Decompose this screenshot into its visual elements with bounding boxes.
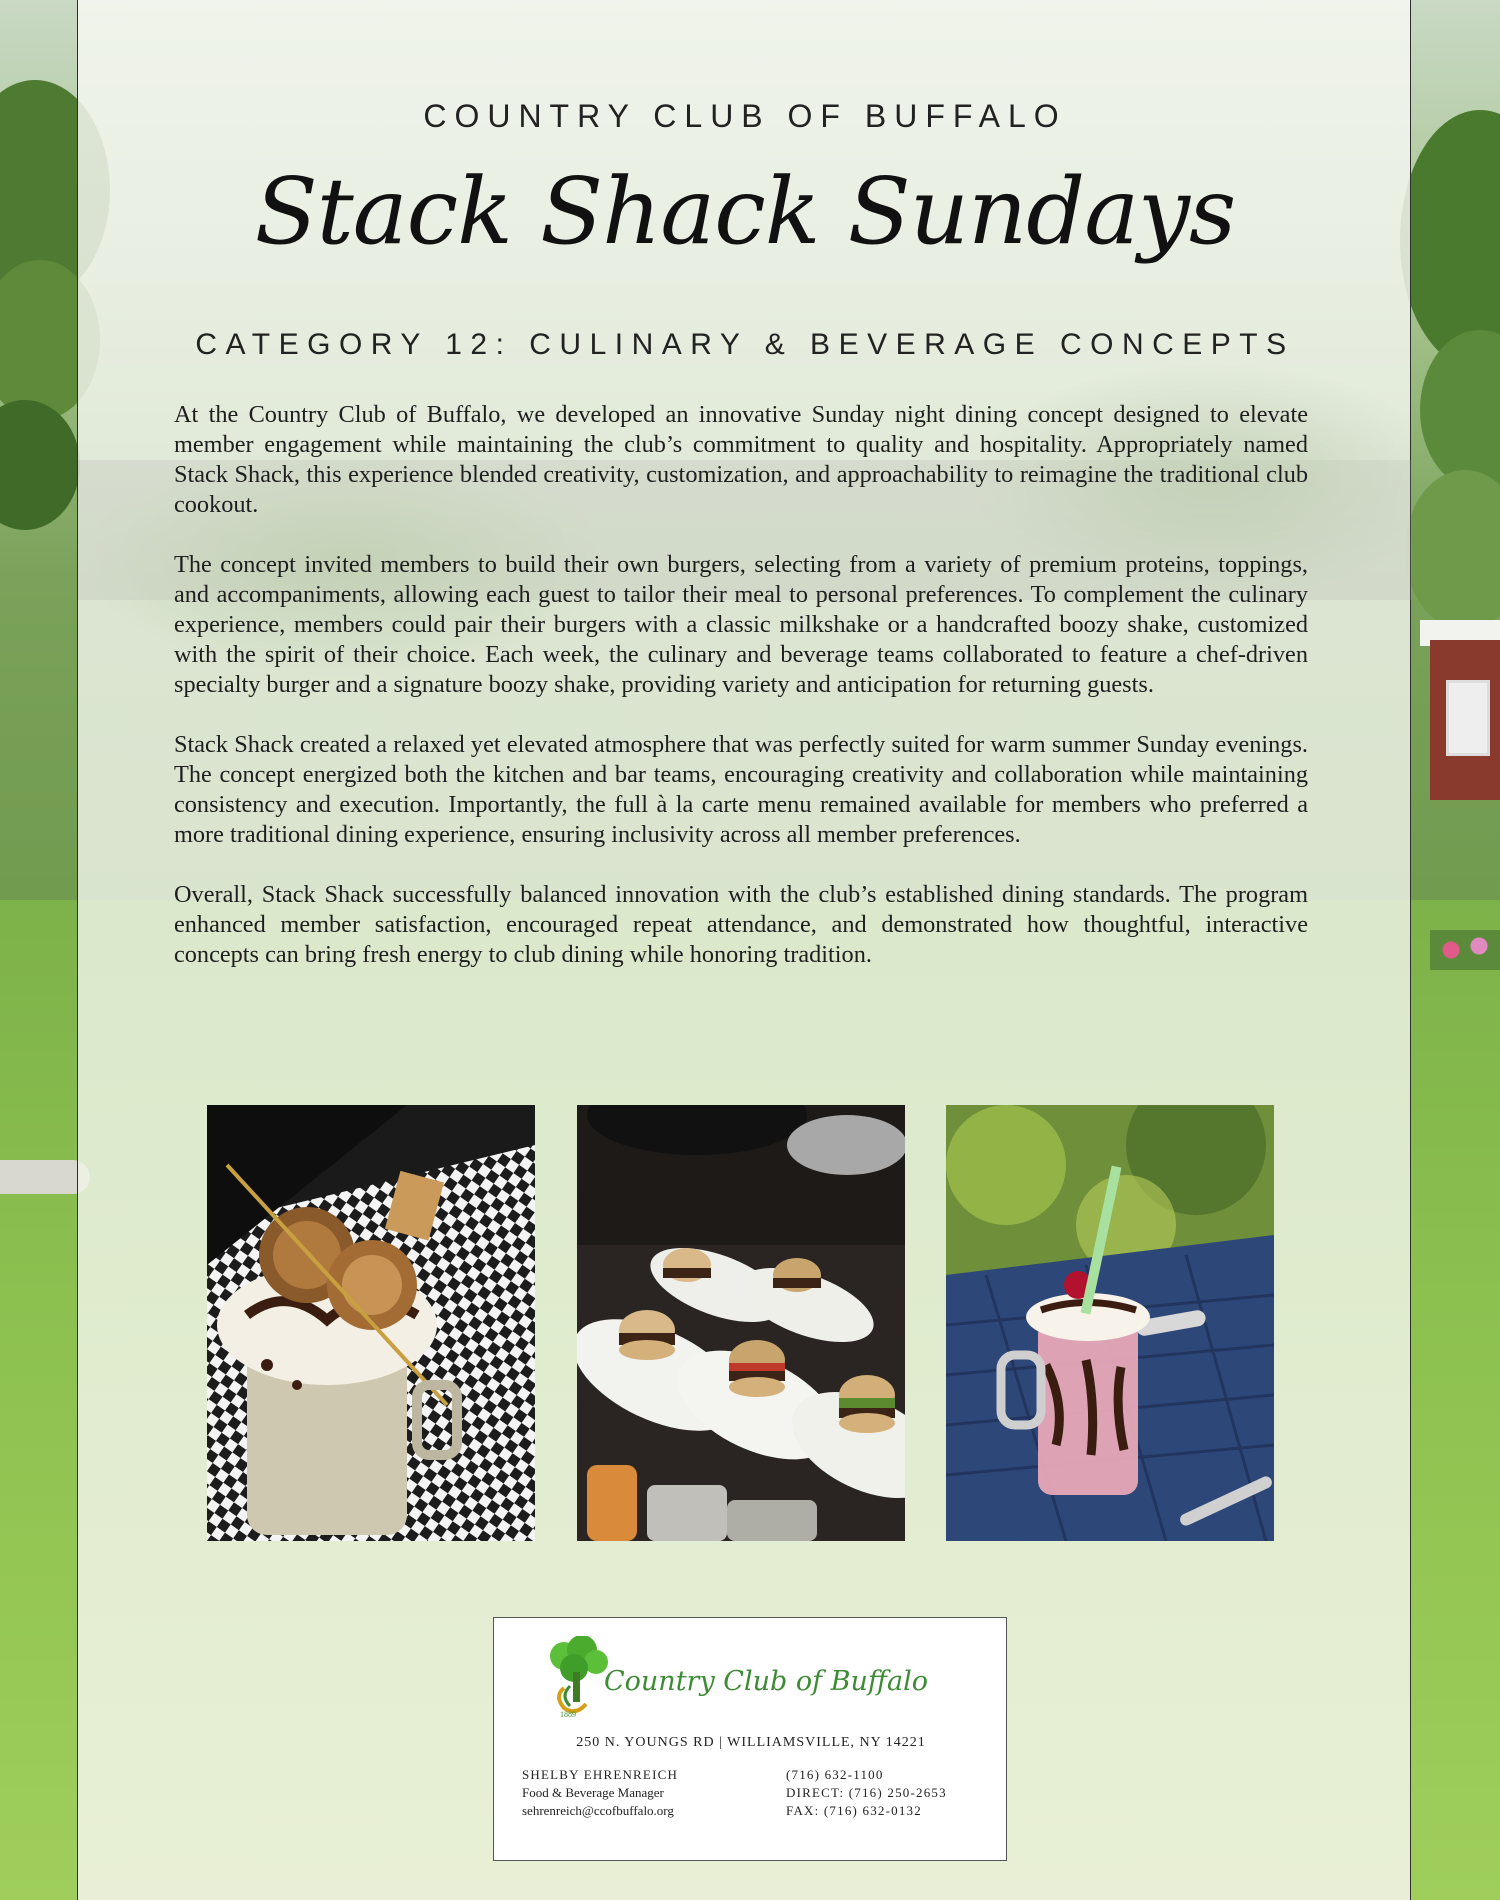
direct-phone[interactable]: DIRECT: (716) 250-2653 (786, 1785, 947, 1800)
contact-numbers (786, 1766, 947, 1820)
contact-title: Food & Beverage Manager (522, 1785, 664, 1800)
smores-milkshake-photo (207, 1105, 535, 1541)
contact-email[interactable]: sehrenreich@ccofbuffalo.org (522, 1803, 674, 1818)
club-logo-icon (546, 1636, 608, 1720)
main-phone[interactable]: (716) 632-1100 (786, 1767, 884, 1782)
content-panel (77, 0, 1411, 1900)
club-name: COUNTRY CLUB OF BUFFALO (423, 98, 1067, 134)
club-address: 250 N. YOUNGS RD | WILLIAMSVILLE, NY 14221 (576, 1735, 926, 1750)
paragraph: Overall, Stack Shack successfully balanced innovation with the club’s established dining standards. The program enhanced member satisfaction, encouraged repeat attendance, and demonstrated how thoughtful, interactive concepts can bring fresh energy to club dining while honoring tradition. (174, 881, 1308, 968)
paragraph: Stack Shack created a relaxed yet elevated atmosphere that was perfectly suited for warm summer Sunday evenings. The concept energized both the kitchen and bar teams, encouraging creativity and collaboration while maintaining consistency and execution. Importantly, the full à la carte menu remained available for members who preferred a more traditional dining experience, ensuring inclusivity across all member preferences. (174, 731, 1308, 848)
article-body (174, 400, 1308, 1000)
category-heading: CATEGORY 12: CULINARY & BEVERAGE CONCEPTS (195, 328, 1295, 361)
contact-person (522, 1766, 678, 1820)
paragraph: The concept invited members to build their own burgers, selecting from a variety of premium proteins, toppings, and accompaniments, allowing each guest to tailor their meal to personal preferences. To complement the culinary experience, members could pair their burgers with a classic milkshake or a handcrafted boozy shake, customized with the spirit of their choice. Each week, the culinary and beverage teams collaborated to feature a chef-driven specialty burger and a signature boozy shake, providing variety and anticipation for returning guests. (174, 551, 1308, 698)
sliders-photo (577, 1105, 905, 1541)
contact-card (493, 1617, 1007, 1861)
strawberry-shake-photo (946, 1105, 1274, 1541)
fax-number: FAX: (716) 632-0132 (786, 1803, 922, 1818)
founding-year: 1889 (560, 1710, 576, 1719)
paragraph: At the Country Club of Buffalo, we developed an innovative Sunday night dining concept designed to elevate member engagement while maintaining the club’s commitment to quality and hospitality. Appropriately named Stack Shack, this experience blended creativity, customization, and approachability to reimagine the traditional club cookout. (174, 401, 1308, 518)
event-title: Stack Shack Sundays (254, 158, 1236, 265)
contact-name: SHELBY EHRENREICH (522, 1767, 679, 1782)
club-brand-name: Country Club of Buffalo (604, 1666, 929, 1697)
